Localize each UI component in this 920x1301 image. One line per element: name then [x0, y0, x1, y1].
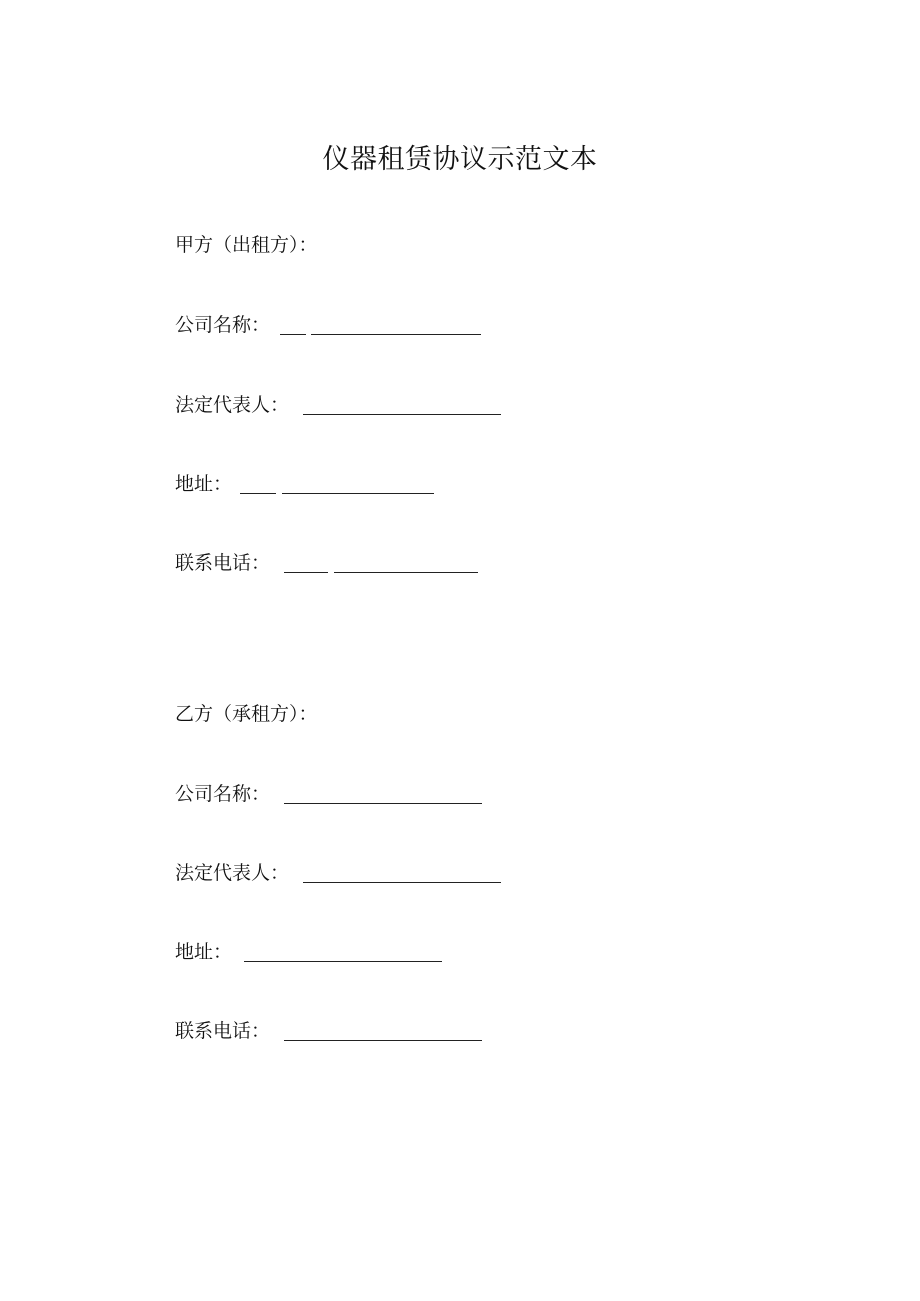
party-a-legal-rep-blank	[303, 396, 501, 415]
party-a-company-row	[175, 311, 481, 339]
party-b-legal-rep-blank	[303, 864, 501, 883]
party-b-phone-row	[175, 1017, 482, 1045]
document-title: 仪器租赁协议示范文本	[322, 144, 598, 175]
party-a-legal-rep-row	[175, 391, 501, 419]
party-a-address-blank-1	[240, 475, 276, 494]
party-b-phone-blank	[284, 1022, 482, 1041]
party-b-address-blank	[244, 943, 442, 962]
party-b-phone-label: 联系电话：	[175, 1020, 271, 1042]
party-b-address-label: 地址：	[175, 941, 233, 963]
party-b-address-row	[175, 938, 442, 966]
party-b-heading: 乙方（承租方）：	[175, 703, 318, 725]
party-a-phone-row	[175, 549, 478, 577]
party-a-company-blank-1	[280, 316, 306, 335]
party-a-address-label: 地址：	[175, 473, 233, 495]
party-a-phone-blank-2	[334, 554, 478, 573]
party-b-company-row	[175, 780, 482, 808]
party-b-legal-rep-label: 法定代表人：	[175, 862, 290, 884]
party-b-company-blank	[284, 785, 482, 804]
party-a-heading: 甲方（出租方）：	[175, 234, 318, 256]
party-a-address-blank-2	[282, 475, 434, 494]
party-a-legal-rep-label: 法定代表人：	[175, 394, 290, 416]
party-a-phone-blank-1	[284, 554, 328, 573]
party-a-address-row	[175, 470, 434, 498]
party-b-legal-rep-row	[175, 859, 501, 887]
party-b-company-label: 公司名称：	[175, 783, 271, 805]
party-a-phone-label: 联系电话：	[175, 552, 271, 574]
party-a-company-label: 公司名称：	[175, 314, 271, 336]
party-a-company-blank-2	[311, 316, 481, 335]
